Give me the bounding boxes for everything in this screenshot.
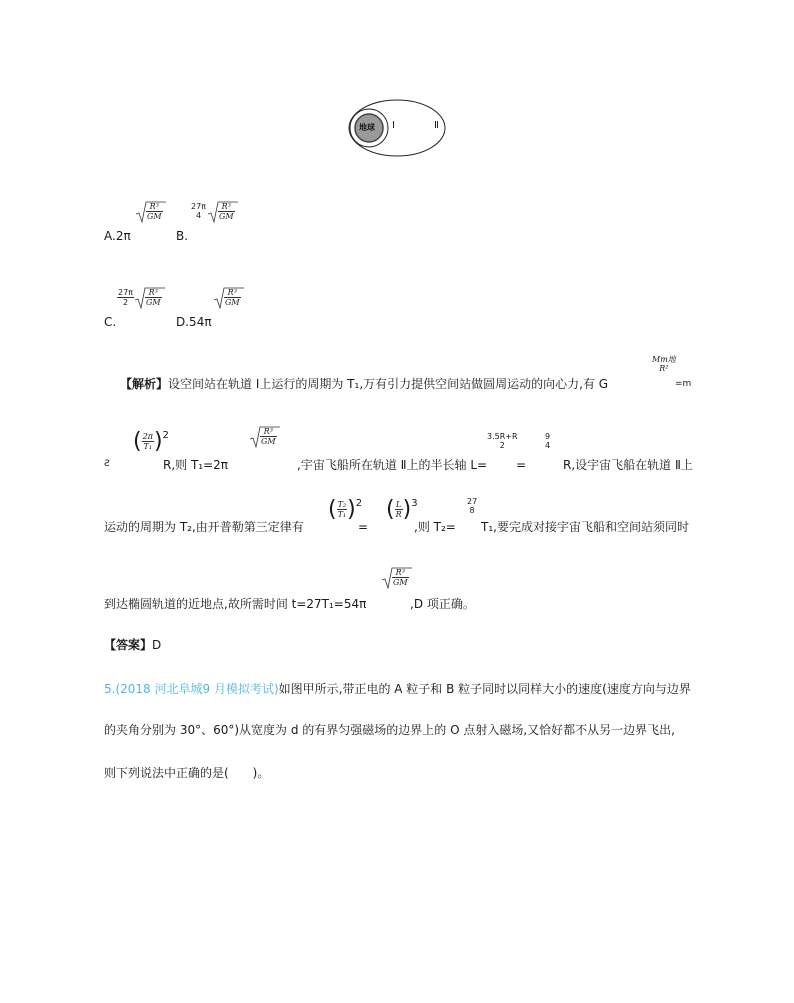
t2t1-den: T₁ <box>337 510 347 519</box>
nine-fourths <box>544 430 551 450</box>
option-c-coef <box>117 287 134 307</box>
question-5-line-3: 则下列说法中正确的是( )。 <box>104 766 270 780</box>
question-5-line-2: 的夹角分别为 30°、60°)从宽度为 d 的有界匀强磁场的边界上的 O 点射入磁场,又恰好都不从另一边界飞出, <box>104 723 675 737</box>
g-fraction <box>651 353 677 373</box>
option-a <box>104 229 131 243</box>
analysis-line-4-end: ,D 项正确。 <box>410 597 475 611</box>
l-frac-den: 2 <box>499 440 505 450</box>
exp-3: 3 <box>411 498 418 509</box>
option-c-label: C. <box>104 315 117 329</box>
analysis-line-2-start: R,则 T₁=2π <box>163 458 229 472</box>
t2t1-num: T₂ <box>337 500 347 509</box>
option-b-label: B. <box>176 229 189 243</box>
omega-num: 2π <box>142 432 153 441</box>
nine-num: 9 <box>545 431 551 441</box>
g-frac-num: Mm地 <box>652 354 676 364</box>
b-coef-num: 27π <box>191 201 206 211</box>
analysis-line-1-end: =m <box>675 379 692 389</box>
27-num: 27 <box>467 496 478 506</box>
answer-tag: 【答案】 <box>104 638 153 652</box>
l-frac-num: 3.5R+R <box>487 431 518 441</box>
question-number: 5. <box>104 682 116 696</box>
l-r-cubed <box>386 498 418 522</box>
analysis-line-4-start: 到达椭圆轨道的近地点,故所需时间 t=27T₁=54π <box>104 597 367 611</box>
option-d-label: D.54 <box>176 315 205 329</box>
rad-num: R³ <box>392 568 409 578</box>
paren-right: ) <box>153 429 163 454</box>
analysis-line-1-text: 设空间站在轨道 Ⅰ上运行的周期为 T₁,万有引力提供空间站做圆周运动的向心力,有 G <box>168 377 609 391</box>
analysis-line-3-mid: ,则 T₂= <box>414 520 456 534</box>
paren-left: ( <box>328 497 337 522</box>
option-d <box>176 315 212 329</box>
rad-den: GM <box>393 578 408 587</box>
8-den: 8 <box>469 505 475 515</box>
rad-den: GM <box>146 298 161 307</box>
g-frac-den: R² <box>659 363 669 373</box>
omega-den: T₁ <box>143 442 153 451</box>
analysis-line-3-start: 运动的周期为 T₂,由开普勒第三定律有 <box>104 520 304 534</box>
four-den: 4 <box>545 440 551 450</box>
paren-left: ( <box>386 497 395 522</box>
equals-sign: = <box>358 520 369 534</box>
rad-num: R³ <box>146 202 163 212</box>
omega-squared <box>133 430 169 454</box>
lr-den: R <box>395 510 402 519</box>
analysis-line-2-mid: ,宇宙飞船所在轨道 Ⅱ上的半长轴 L= <box>297 458 488 472</box>
rad-num: R³ <box>218 202 235 212</box>
analysis-line-2-end: R,设宇宙飞船在轨道 Ⅱ上 <box>563 458 693 472</box>
answer-value: D <box>152 638 162 652</box>
question-source: (2018 河北阜城9 月模拟考试) <box>115 682 279 696</box>
rad-den: GM <box>261 437 276 446</box>
orbit-i-label: Ⅰ <box>392 120 395 131</box>
exp-2: 2 <box>355 498 363 509</box>
l-fraction <box>486 430 519 450</box>
question-5-text-1: 如图甲所示,带正电的 A 粒子和 B 粒子同时以同样大小的速度(速度方向与边界 <box>278 682 691 696</box>
paren-right: ) <box>402 497 412 522</box>
exp-2: 2 <box>162 430 169 441</box>
orbit-ii-label: Ⅱ <box>434 120 439 131</box>
pi-symbol: π <box>123 229 131 243</box>
analysis-line-1 <box>120 377 608 391</box>
analysis-line-3-end: T₁,要完成对接宇宙飞船和空间站须同时 <box>481 520 689 534</box>
earth-label: 地球 <box>359 123 375 132</box>
paren-right: ) <box>347 497 356 522</box>
lr-num: L <box>395 500 402 509</box>
c-coef-num: 27π <box>118 288 133 297</box>
b-coef-den: 4 <box>195 210 202 220</box>
twentyseven-eighths <box>466 495 478 515</box>
rad-den: GM <box>147 212 162 221</box>
equals-sign: = <box>516 458 527 472</box>
answer-line <box>104 638 161 652</box>
analysis-tag: 【解析】 <box>120 377 169 391</box>
t2-t1-squared <box>328 498 362 522</box>
pi-symbol: π <box>204 315 212 329</box>
rad-num: R³ <box>224 288 241 298</box>
paren-left: ( <box>133 429 142 454</box>
option-b-coef <box>190 200 207 220</box>
question-5-line-1 <box>104 682 691 696</box>
rad-den: GM <box>219 212 234 221</box>
rad-num: R³ <box>260 427 277 437</box>
rad-den: GM <box>225 298 240 307</box>
rad-num: R³ <box>145 288 162 298</box>
left-fragment: Ƨ <box>104 459 110 469</box>
option-a-label: A.2 <box>104 229 124 243</box>
c-coef-den: 2 <box>122 298 129 307</box>
